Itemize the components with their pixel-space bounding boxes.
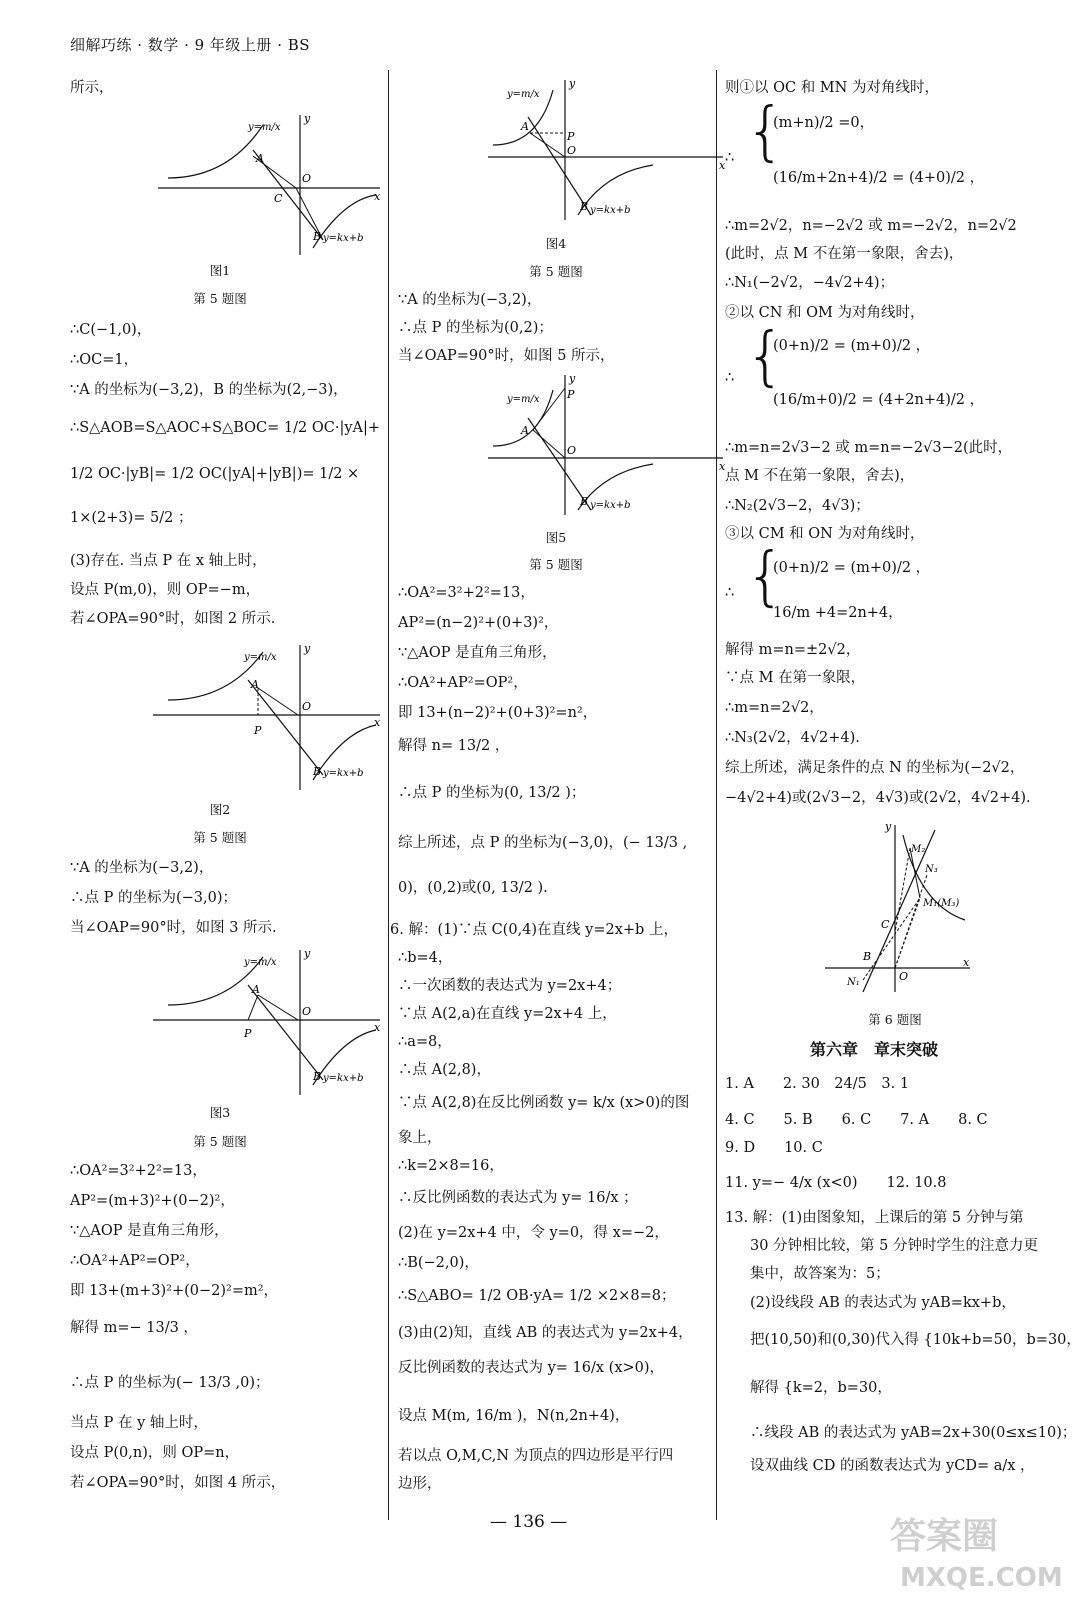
svg-text:x: x (963, 956, 970, 969)
text-line: AP²=(n−2)²+(0+3)²， (398, 615, 559, 631)
answer-line: 1. A 2. 30 24/5 3. 1 (725, 1076, 910, 1092)
figure-6 (825, 820, 975, 995)
page-number: — 136 — (490, 1512, 568, 1532)
text-line: ∴OC=1， (70, 352, 139, 368)
text-line: ∵点 A(2,8)在反比例函数 y= k/x (x>0)的图 (398, 1095, 690, 1111)
text-line: (此时，点 M 不在第一象限，舍去)， (725, 246, 964, 262)
svg-text:P: P (567, 388, 575, 401)
equation-line: (m+n)/2 =0， (773, 115, 875, 131)
text-line: 解得 m=− 13/3 ， (70, 1320, 198, 1336)
svg-text:N₁: N₁ (847, 977, 860, 988)
therefore-sign: ∴ (725, 585, 735, 601)
text-line: ∵△AOP 是直角三角形， (398, 645, 557, 661)
text-line: 设点 P(0,n)，则 OP=n， (70, 1445, 240, 1461)
text-line: ∴S△ABO= 1/2 OB·yA= 1/2 ×2×8=8； (398, 1288, 676, 1304)
svg-text:y=m/x: y=m/x (248, 122, 281, 133)
text-line: ∵A 的坐标为(−3,2)， (70, 860, 214, 876)
text-line: ∵A 的坐标为(−3,2)， (398, 292, 542, 308)
svg-text:x: x (374, 716, 381, 729)
text-line: 0)，(0,2)或(0, 13/2 ). (398, 880, 548, 896)
figure-4 (483, 75, 728, 227)
text-line: ∴m=n=2√2， (725, 700, 824, 716)
svg-text:x: x (374, 190, 381, 203)
answer-line: 9. D 10. C (725, 1140, 823, 1156)
figure-subcaption: 第 5 题图 (193, 830, 247, 845)
svg-text:y=m/x: y=m/x (244, 652, 277, 663)
svg-text:y: y (569, 77, 576, 90)
text-line: ∴点 P 的坐标为(0,2)； (398, 320, 553, 336)
svg-text:A: A (521, 424, 529, 437)
text-line: ∴k=2×8=16， (398, 1158, 504, 1174)
svg-text:y: y (304, 112, 311, 125)
svg-text:A: A (251, 678, 259, 691)
equation-line: (0+n)/2 = (m+0)/2 ， (773, 560, 931, 576)
text-line: ∴m=2√2，n=−2√2 或 m=−2√2，n=2√2 (725, 218, 1017, 234)
svg-text:O: O (302, 172, 312, 185)
figure-2 (148, 640, 388, 795)
svg-text:P: P (254, 724, 262, 737)
answer-line: 4. C 5. B 6. C 7. A 8. C (725, 1112, 988, 1128)
text-line: ∴线段 AB 的表达式为 yAB=2x+30(0≤x≤10)； (750, 1425, 1077, 1441)
svg-text:y=kx+b: y=kx+b (323, 1073, 364, 1084)
text-line: 当∠OAP=90°时，如图 5 所示， (398, 348, 615, 364)
svg-text:y=kx+b: y=kx+b (323, 233, 364, 244)
figure-caption: 图5 (545, 530, 567, 545)
figure-3 (148, 945, 388, 1100)
text-line: ∵点 A(2,a)在直线 y=2x+4 上， (398, 1006, 617, 1022)
svg-text:y=m/x: y=m/x (507, 89, 540, 100)
system-brace: { (745, 540, 786, 614)
column-left (70, 70, 390, 1520)
svg-text:C: C (881, 918, 890, 931)
text-line: 当∠OAP=90°时，如图 3 所示. (70, 920, 277, 936)
svg-text:y=m/x: y=m/x (507, 394, 540, 405)
text-line: ∴反比例函数的表达式为 y= 16/x ； (398, 1190, 638, 1206)
text-line: ∵△AOP 是直角三角形， (70, 1223, 229, 1239)
text-line: ∴N₁(−2√2，−4√2+4)； (725, 275, 895, 291)
svg-text:B: B (580, 495, 589, 508)
text-line: −4√2+4)或(2√3−2，4√3)或(2√2，4√2+4). (725, 790, 1031, 806)
text-line: 即 13+(n−2)²+(0+3)²=n²， (398, 705, 598, 721)
figure-caption: 第 6 题图 (868, 1012, 922, 1027)
page-header: 细解巧练 · 数学 · 9 年级上册 · BS (70, 36, 311, 54)
text-line: ∴OA²=3²+2²=13， (70, 1163, 207, 1179)
svg-text:O: O (302, 700, 312, 713)
svg-text:y: y (885, 820, 892, 833)
therefore-sign: ∴ (725, 370, 735, 386)
svg-text:y: y (304, 947, 311, 960)
text-line: 集中，故答案为：5； (750, 1266, 890, 1282)
text-line: ∵A 的坐标为(−3,2)，B 的坐标为(2,−3)， (70, 382, 348, 398)
svg-text:y=kx+b: y=kx+b (590, 500, 631, 511)
text-line: 当点 P 在 y 轴上时， (70, 1415, 208, 1431)
text-line: 点 M 不在第一象限，舍去)， (725, 468, 915, 484)
svg-text:B: B (313, 1070, 322, 1083)
text-line: ∴B(−2,0)， (398, 1255, 479, 1271)
svg-text:A: A (256, 152, 264, 165)
text-line: 设点 P(m,0)，则 OP=−m， (70, 582, 261, 598)
text-line: ∴N₂(2√3−2，4√3)； (725, 498, 870, 514)
svg-text:C: C (274, 192, 283, 205)
equation-line: (16/m+2n+4)/2 = (4+0)/2 ， (773, 170, 985, 186)
text-line: ③以 CM 和 ON 为对角线时， (725, 526, 925, 542)
text-line: ∴点 A(2,8)， (398, 1062, 491, 1078)
text-line: 边形， (398, 1476, 442, 1492)
text-line: 1/2 OC·|yB|= 1/2 OC(|yA|+|yB|)= 1/2 × (70, 466, 360, 482)
svg-text:y=kx+b: y=kx+b (590, 205, 631, 216)
figure-subcaption: 第 5 题图 (193, 1134, 247, 1149)
svg-text:O: O (899, 970, 909, 983)
svg-text:答案圈: 答案圈 (890, 1516, 999, 1557)
figure-subcaption: 第 5 题图 (193, 291, 247, 306)
text-line: (3)由(2)知，直线 AB 的表达式为 y=2x+4， (398, 1325, 693, 1341)
svg-text:O: O (302, 1005, 312, 1018)
svg-text:B: B (863, 950, 872, 963)
svg-text:y=m/x: y=m/x (244, 957, 277, 968)
svg-text:B: B (313, 230, 322, 243)
svg-text:x: x (374, 1021, 381, 1034)
svg-text:N₃: N₃ (925, 864, 938, 875)
text-line: 13. 解：(1)由图象知，上课后的第 5 分钟与第 (725, 1210, 1024, 1226)
figure-5 (483, 370, 728, 520)
text-line: 6. 解：(1)∵点 C(0,4)在直线 y=2x+b 上， (390, 922, 678, 938)
equation-line: 16/m +4=2n+4， (773, 605, 903, 621)
text-line: (2)设线段 AB 的表达式为 yAB=kx+b， (750, 1295, 1016, 1311)
text-line: ②以 CN 和 OM 为对角线时， (725, 305, 925, 321)
svg-text:B: B (313, 765, 322, 778)
text-line: 所示， (70, 80, 114, 96)
answer-line: 11. y=− 4/x (x<0) 12. 10.8 (725, 1175, 947, 1191)
watermark-logo (880, 1500, 1080, 1596)
text-line: 解得 {k=2，b=30， (750, 1380, 892, 1396)
therefore-sign: ∴ (725, 150, 735, 166)
text-line: 30 分钟相比较，第 5 分钟时学生的注意力更 (750, 1238, 1039, 1254)
text-line: ∴m=n=2√3−2 或 m=n=−2√3−2(此时， (725, 440, 1013, 456)
text-line: 即 13+(m+3)²+(0−2)²=m²， (70, 1283, 279, 1299)
text-line: ∴一次函数的表达式为 y=2x+4； (398, 978, 622, 994)
figure-caption: 图4 (545, 236, 567, 251)
svg-text:P: P (567, 130, 575, 143)
text-line: ∴OA²=3²+2²=13， (398, 585, 535, 601)
text-line: 把(10,50)和(0,30)代入得 {10k+b=50，b=30， (750, 1332, 1081, 1348)
text-line: 综上所述，满足条件的点 N 的坐标为(−2√2， (725, 760, 1025, 776)
text-line: ∴点 P 的坐标为(− 13/3 ,0)； (70, 1375, 270, 1391)
system-brace: { (745, 95, 786, 169)
text-line: 设点 M(m, 16/m )，N(n,2n+4)， (398, 1408, 630, 1424)
figure-1 (148, 110, 388, 260)
equation-line: (0+n)/2 = (m+0)/2 ， (773, 338, 931, 354)
equation-line: (16/m+0)/2 = (4+2n+4)/2 ， (773, 392, 985, 408)
text-line: 若以点 O,M,C,N 为顶点的四边形是平行四 (398, 1448, 674, 1464)
svg-text:y: y (304, 642, 311, 655)
figure-caption: 图1 (209, 263, 231, 278)
text-line: 则①以 OC 和 MN 为对角线时， (725, 80, 939, 96)
svg-text:O: O (567, 444, 577, 457)
text-line: (2)在 y=2x+4 中，令 y=0，得 x=−2， (398, 1225, 669, 1241)
column-middle (390, 70, 726, 1520)
text-line: ∴N₃(2√2，4√2+4). (725, 730, 860, 746)
text-line: AP²=(m+3)²+(0−2)²， (70, 1193, 235, 1209)
text-line: ∴a=8， (398, 1034, 452, 1050)
text-line: ∴OA²+AP²=OP²， (70, 1253, 200, 1269)
system-brace: { (745, 320, 786, 394)
text-line: 象上， (398, 1130, 442, 1146)
text-line: (3)存在. 当点 P 在 x 轴上时， (70, 553, 267, 569)
chapter-title: 第六章 章末突破 (810, 1040, 939, 1059)
text-line: ∵点 M 在第一象限， (725, 670, 866, 686)
svg-text:O: O (567, 144, 577, 157)
figure-caption: 图2 (209, 802, 231, 817)
text-line: 若∠OPA=90°时，如图 2 所示. (70, 611, 276, 627)
text-line: ∴S△AOB=S△AOC+S△BOC= 1/2 OC·|yA|+ (70, 420, 381, 436)
svg-text:x: x (719, 159, 726, 172)
text-line: ∴b=4， (398, 950, 453, 966)
figure-subcaption: 第 5 题图 (529, 264, 583, 279)
svg-text:B: B (580, 200, 589, 213)
svg-text:y=kx+b: y=kx+b (323, 768, 364, 779)
text-line: 解得 m=n=±2√2， (725, 642, 861, 658)
text-line: 反比例函数的表达式为 y= 16/x (x>0)， (398, 1360, 665, 1376)
figure-subcaption: 第 5 题图 (529, 557, 583, 572)
svg-text:x: x (719, 460, 726, 473)
text-line: ∴OA²+AP²=OP²， (398, 675, 528, 691)
text-line: ∴点 P 的坐标为(0, 13/2 )； (398, 785, 586, 801)
svg-text:A: A (521, 120, 529, 133)
text-line: 解得 n= 13/2 ， (398, 738, 510, 754)
text-line: ∴点 P 的坐标为(−3,0)； (70, 890, 237, 906)
figure-caption: 图3 (209, 1105, 231, 1120)
text-line: 设双曲线 CD 的函数表达式为 yCD= a/x ， (750, 1458, 1035, 1474)
svg-text:M₂: M₂ (911, 844, 926, 855)
text-line: 1×(2+3)= 5/2 ； (70, 510, 193, 526)
svg-text:A: A (252, 983, 260, 996)
svg-text:MXQE.COM: MXQE.COM (900, 1563, 1063, 1593)
svg-text:M₁(M₃): M₁(M₃) (923, 898, 960, 909)
svg-text:y: y (569, 372, 576, 385)
text-line: 综上所述，点 P 的坐标为(−3,0)，(− 13/3 , (398, 835, 688, 851)
text-line: ∴C(−1,0)， (70, 322, 152, 338)
column-right (725, 70, 1081, 1520)
text-line: 若∠OPA=90°时，如图 4 所示， (70, 1475, 286, 1491)
svg-text:P: P (244, 1027, 252, 1040)
